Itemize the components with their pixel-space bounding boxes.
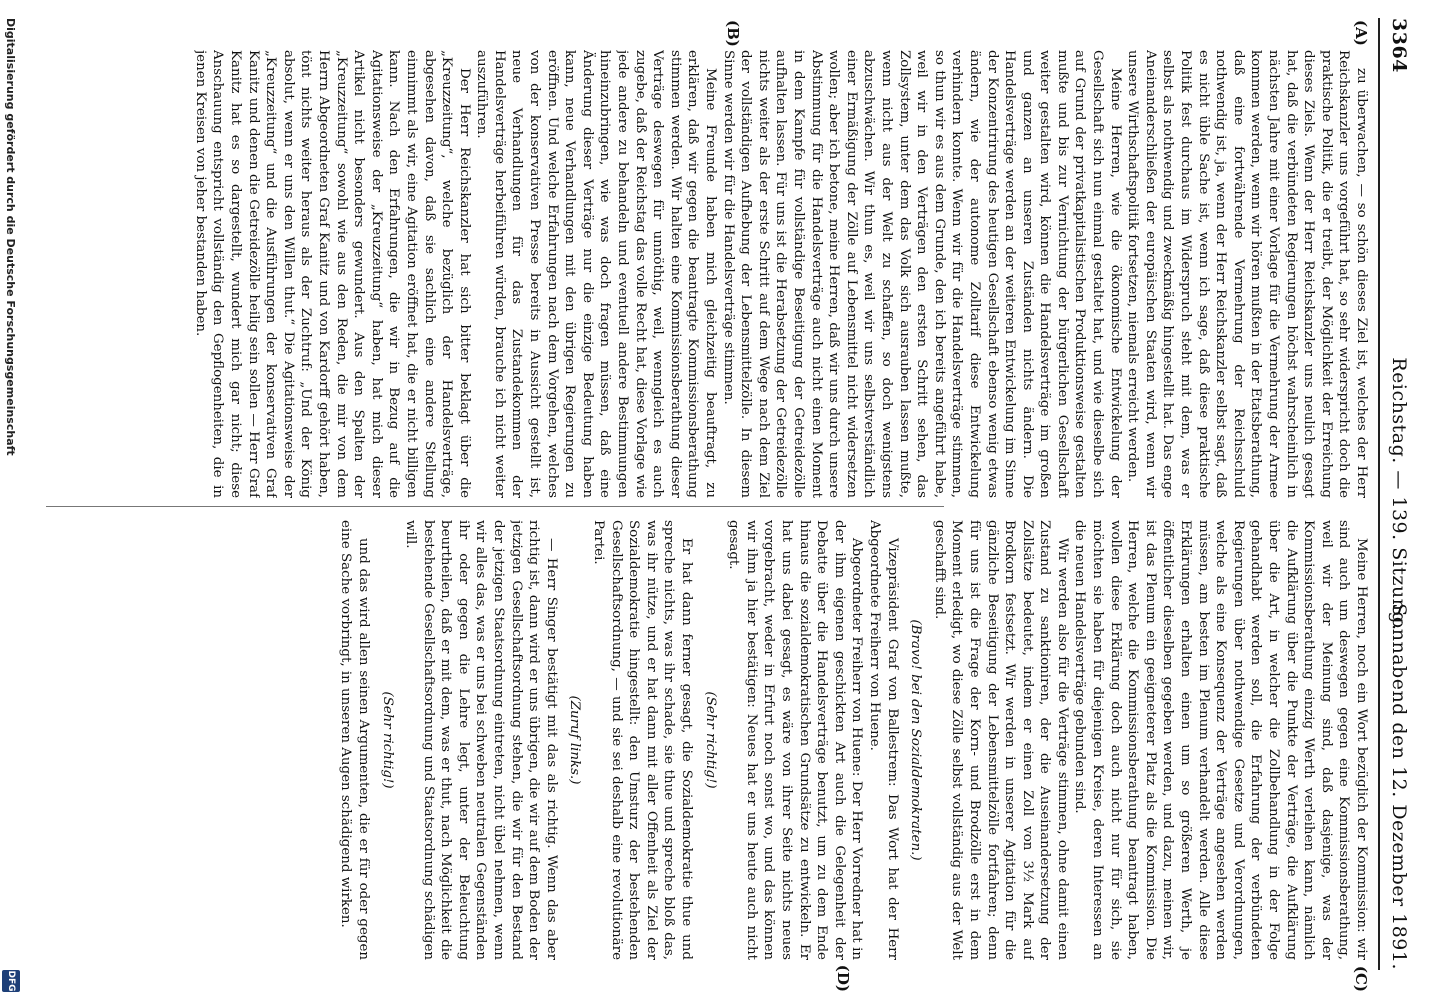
- page-number: 3364: [1388, 18, 1410, 73]
- stamp-text: Digitalisierung gefördert durch die Deutsche Forschungsgemeinschaft: [4, 18, 17, 456]
- paragraph: Er hat dann ferner gesagt, die Sozialdemokratie thue und spreche nichts, was ihr schade, sie thue und spreche bloß das, was ihr nütze, und er hat dann mit aller Offenheit als Ziel der Sozialdemokratie hingestellt: den Umsturz der bestehenden Gesellschaftsordnung, — und sie sei deshalb eine revolutionäre Partei.: [591, 520, 695, 960]
- interjection: (Sehr richtig!): [379, 691, 395, 789]
- paragraph: Meine Freunde haben mich gleichzeitig beauftragt, zu erklären, daß wir gegen die beantragte Kommissionsberathung stimmen werden. Wir halten eine Kommissionsberathung dieser Verträge deswegen für unnöthig, weil, wenngleich es auch zugebe, daß der Reichstag das volle Recht hat, diese Vorlage wie jede andere zu behandeln und eventuell andere Bestimmungen hineinzubringen, wie was doch fragen müssen, daß eine Änderung dieser Verträge nur die einzige Bedeutung haben kann, neue Verhandlungen mit den übrigen Regierungen zu eröffnen. Und welche Erfahrungen nach dem Vorgehen, welches von der konservativen Presse bereits in Aussicht gestellt ist, neue Verhandlungen für das Zustandekommen der Handelsverträge herbeiführen würden, brauche ich nicht weiter auszuführen.: [474, 50, 719, 498]
- margin-mark-c: (C): [1352, 965, 1370, 992]
- digitization-stamp: [0, 0, 26, 1000]
- paragraph: Meine Herren, wie die ökonomische Entwickelung der Gesellschaft sich nun einmal gestaltet hat, und wie dieselbe sich auf Grund der privatkapitalistischen Produktionsweise gestalten mußte und bis zur Vernichtung der bürgerlichen Gesellschaft weiter gestalten wird, können die Handelsverträge im großen und ganzen an unseren Zuständen nichts ändern. Die Handelsverträge werden an der weiteren Entwickelung im Sinne der Konzentrirung des heutigen Gesellschaft ebenso wenig etwas ändern, wie der autonome Zolltarif diese Entwickelung verhindern konnte. Wenn wir für die Handelsverträge stimmen, so thun wir es aus dem Grunde, den ich bereits angeführt habe, weil wir in den Verträgen den ersten Schritt sehen, das Zollsystem, unter dem das Volk sich ausrauben lassen mußte, wenn nicht aus der Welt zu schaffen, so doch wenigstens abzuschwächen. Wir thun es, weil wir uns selbstverständlich einer Ermäßigung der Zölle auf Lebensmittel nicht widersetzen wollen; aber ich betone, meine Herren, daß wir uns durch unsere Abstimmung für die Handelsverträge auch nicht einen Moment in dem Kampfe für vollständige Beseitigung der Getreidezölle aufhalten lassen. Für uns ist die Herabsetzung der Getreidezölle nichts weiter als der erste Schritt auf dem Wege nach dem Ziel der vollständigen Aufhebung der Lebensmittelzölle. In diesem Sinne werden wir für die Handelsverträge stimmen.: [720, 50, 1123, 498]
- speaker-paragraph: Abgeordneter Freiherr von Huene: Der Herr Vorredner hat in der ihm eigenen geschickten Art auch die Gelegenheit der Debatte über die Handelsverträge benutzt, um zu dem Ende hinaus die sozialdemokratischen Grundsätze zu entwickeln. Er hat uns dabei gesagt, es wäre von ihrer Seite nichts neues vorgebracht, weder in Erfurt noch sonst wo, und das können wir ihm ja hier bestätigen: Neues hat er uns heute auch nicht gesagt.: [726, 520, 865, 960]
- running-title: Reichstag. — 139. Sitzung.: [1388, 357, 1410, 631]
- interjection: (Sehr richtig!): [702, 691, 718, 789]
- paragraph: Meine Herren, noch ein Wort bezüglich der Kommission: wir sind auch um deswegen gegen eine Kommissionsberathung, weil wir der Meinung sind, daß dasjenige, was der Kommissionsberathung einzig Werth verleihen kann, nämlich die Aufklärung über die Punkte der Verträge, die Aufklärung über die Art, in welcher die Zollbehandlung in der Folge gehandhabt werden soll, die Erfahrung der verbündeten Regierungen über nothwendige Gesetze und Verordnungen, welche als eine Konsequenz der Verträge angesehen werden müssen, am besten im Plenum verhandelt werden. Alle diese Erklärungen erhalten einen um so größeren Werth, je öffentlicher dieselben gegeben werden, und dazu, meinen wir, ist das Plenum ein geeigneterer Platz als die Kommission. Die Herren, welche die Kommissionsberathung beantragt haben, wollen diese Erklärung doch auch nicht nur für sich, sie möchten sie haben für diejenigen Kreise, deren Interessen an die neuen Handelsverträge gebunden sind.: [1072, 520, 1369, 960]
- paragraph: zu überwachen, — so schön dieses Ziel ist, welches der Herr Reichskanzler uns vorgeführt hat, so sehr widerspricht doch die praktische Politik, die er treibt, der Möglichkeit der Erreichung dieses Ziels. Wenn der Herr Reichskanzler uns neulich gesagt hat, daß die verbündeten Regierungen höchst wahrscheinlich in nächsten Jahre mit einer Vorlage für die Vermehrung der Armee kommen werden, wenn wir hören mußten in der Etatsberathung, daß eine fortwährende Vermehrung der Reichsschuld nothwendig ist, ja, wenn der Herr Reichskanzler selbst sagt, daß es nicht üble Sache ist, wenn ich sage, daß diese praktische Politik fest durchaus im Widerspruch steht mit dem, was er selbst als nothwendig und zweckmäßig hingestellt hat. Das enge Aneinanderschließen der europäischen Staaten wird, wenn wir unsere Wirthschaftspolitik fortsetzen, niemals erreicht werden.: [1125, 50, 1369, 498]
- left-column: [50, 50, 1370, 498]
- paragraph: Wir werden also für die Verträge stimmen, ohne damit einen Zustand zu sanktioniren, der die Auseinandersetzung der Zollsätze bedeutet, indem er einen Zoll von 3½ Mark auf Brodkorn festsetzt. Wir werden in unserer Agitation für die gänzliche Beseitigung der Lebensmittelzölle fortfahren; denn für uns ist die Frage der Korn- und Brodzölle erst in dem Moment erledigt, wo diese Zölle selbst vollständig aus der Welt geschafft sind.: [931, 520, 1070, 960]
- dfg-logo: DFG: [2, 970, 20, 992]
- interjection: (Bravo! bei den Sozialdemokraten.): [908, 619, 924, 861]
- column-divider: [46, 506, 944, 507]
- margin-mark-d: (D): [834, 964, 852, 992]
- speaker-paragraph: Vizepräsident Graf von Ballestrem: Das Wort hat der Herr Abgeordnete Freiherr von Huene.: [866, 520, 900, 960]
- right-column: [50, 520, 1370, 960]
- session-date: Sonnabend den 12. Dezember 1891.: [1388, 603, 1410, 970]
- header-rule: [1378, 18, 1380, 970]
- margin-mark-b: (B): [724, 20, 742, 47]
- page-header: [1380, 18, 1410, 970]
- interjection: (Zuruf links.): [567, 695, 583, 785]
- paragraph: Der Herr Reichskanzler hat sich bitter beklagt über die „Kreuzzeitung“, welche bezüglich der Handelsverträge, abgesehen davon, daß sie sachlich eine andere Stellung einnimmt als wir, eine Agitation eröffnet hat, die er nicht billigen kann. Nach den Erfahrungen, die wir in Bezug auf die Agitationsweise der „Kreuzzeitung“ haben, hat mich dieser Artikel nicht besonders gewundert. Aus den Spalten der „Kreuzzeitung“ sowohl wie aus den Reden, die mir von dem Herrn Abgeordneten Graf Kanitz und von Kardorff gehört haben, tönt nichts weiter heraus als der Zuchtruf: „Und der König absolut, wenn er uns den Willen thut.“ Die Agitationsweise der „Kreuzzeitung“ und die Ausführungen der konservativen Graf Kanitz und denen die Getreidezölle heilig sein sollen — Herr Graf Kanitz hat es so dargestellt, wundert mich gar nicht; diese Anschauung entspricht vollständig den Gepflogenheiten, die in jenen Kreisen von jeher bestanden haben.: [192, 50, 472, 498]
- margin-mark-a: (A): [1352, 20, 1370, 46]
- paragraph: — Herr Singer bestätigt mit das als richtig. Wenn das aber richtig ist, dann wird er uns übrigen, die wir auf dem Boden der jetzigen Gesellschaftsordnung stehen, die wir für den Bestand der jetzigen Staatsordnung eintreten, nicht übel nehmen, wenn wir alles das, was er uns bei schweben neutralen Gegenständen ihr oder gegen die Lehre legt, unter der Beleuchtung beurtheilen, daß er mit dem, was er thut, nach Möglichkeit die bestehende Gesellschaftsordnung und Staatsordnung schädigen will.: [403, 520, 559, 960]
- paragraph: und das wird allen seinen Argumenten, die er für oder gegen eine Sache vorbringt, in unseren Augen schädigend wirken.: [338, 520, 371, 960]
